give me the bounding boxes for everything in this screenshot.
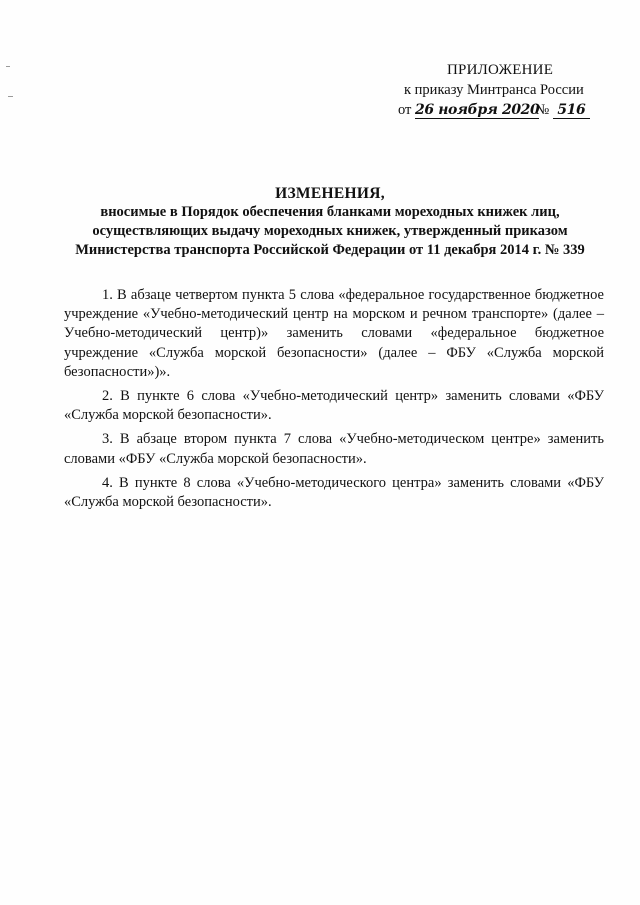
appendix-date-number-line [398,100,608,120]
date-prefix: от [398,102,412,118]
scan-mark-middle [8,96,13,97]
document-body [64,286,604,517]
handwritten-number [553,102,590,119]
number-sign: № [535,102,550,118]
paragraph-3: 3. В абзаце втором пункта 7 слова «Учебно-методическом центре» заменить словами «ФБУ «Служба морской безопасности». [64,431,604,467]
handwritten-date: 26 ноября 2020 [415,102,540,118]
heading-line-3: Министерства транспорта Российской Федерации от 11 декабря 2014 г. № 339 [75,242,585,258]
paragraph-2: 2. В пункте 6 слова «Учебно-методический центр» заменить словами «ФБУ «Служба морской безопасности». [64,388,604,424]
heading-line-1: вносимые в Порядок обеспечения бланками мореходных книжек лиц, [100,204,560,220]
appendix-block [398,60,608,120]
appendix-order-line: к приказу Минтранса России [404,82,584,98]
paragraph-1: 1. В абзаце четвертом пункта 5 слова «федеральное государственное бюджетное учреждение «Учебно-методический центр на морском и речном транспорте» (далее – Учебно-методический центр)» заменить словами «федеральное бюджетное учреждение «Служба морской безопасности» (далее – ФБУ «Служба морской безопасности»)». [64,287,604,380]
scan-mark-top [6,66,10,67]
handwritten-number-value: 516 [557,102,586,118]
appendix-title: ПРИЛОЖЕНИЕ [447,62,554,78]
document-heading [40,184,620,260]
heading-title: ИЗМЕНЕНИЯ, [275,185,385,202]
heading-line-2: осуществляющих выдачу мореходных книжек, утвержденный приказом [92,223,568,239]
paragraph-4: 4. В пункте 8 слова «Учебно-методического центра» заменить словами «ФБУ «Служба морской безопасности». [64,474,604,511]
